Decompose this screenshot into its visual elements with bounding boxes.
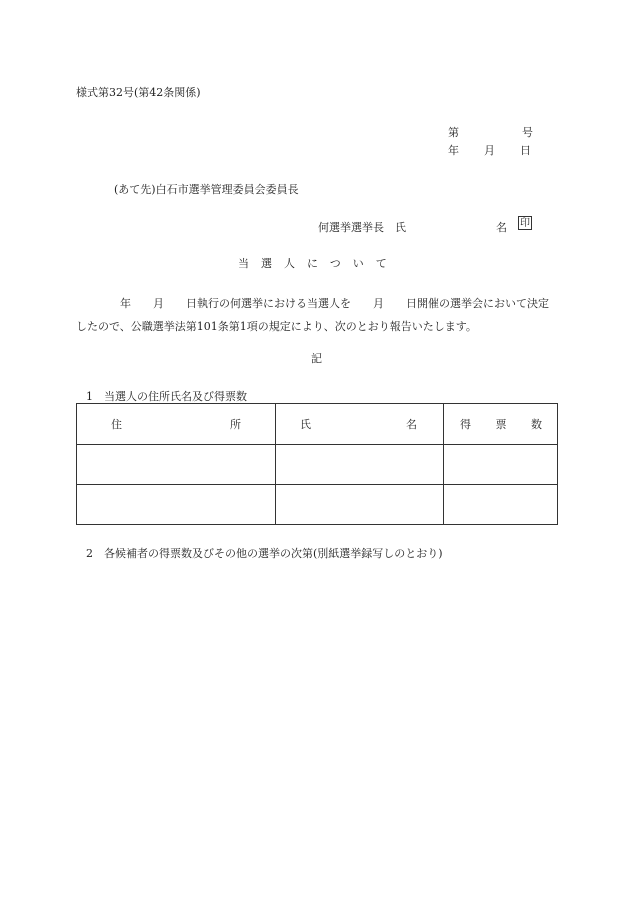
doc-number-suffix: 号 [522,126,533,139]
date-day: 日 [520,144,531,157]
cell-address[interactable] [77,445,276,485]
addressee: (あて先)白石市選挙管理委員会委員長 [114,183,299,196]
date-month: 月 [484,144,495,157]
header-name [276,404,444,445]
date-year: 年 [448,144,459,157]
body-paragraph: 年 月 日執行の何選挙における当選人を 月 日開催の選挙会において決定したので、公職選挙法第101条第1項の規定により、次のとおり報告いたします。 [76,297,549,333]
header-char: 住 [111,418,122,431]
doc-number-label: 第 [448,126,459,139]
reporter-name-label: 名 [496,221,507,234]
header-char: 得 [460,418,471,431]
header-char: 所 [230,418,241,431]
header-address [77,404,276,445]
cell-votes[interactable] [444,485,558,525]
cell-name[interactable] [276,445,444,485]
header-votes [444,404,558,445]
header-char: 氏 [300,418,311,431]
cell-name[interactable] [276,485,444,525]
form-id: 様式第32号(第42条関係) [76,86,201,99]
reporter-title: 何選挙選挙長 氏 [318,221,406,234]
table-header-row [77,404,558,445]
header-char: 票 [495,418,507,431]
document-title: 当選人について [238,257,399,270]
cell-votes[interactable] [444,445,558,485]
section1-heading: 1 当選人の住所氏名及び得票数 [86,390,247,403]
table-row [77,485,558,525]
header-char: 名 [406,418,417,431]
seal-mark: 印 [520,218,530,229]
cell-address[interactable] [77,485,276,525]
ki-marker: 記 [311,352,322,365]
table-row [77,445,558,485]
winners-table [76,403,558,525]
header-char: 数 [531,418,542,431]
section2-heading: 2 各候補者の得票数及びその他の選挙の次第(別紙選挙録写しのとおり) [86,547,443,560]
